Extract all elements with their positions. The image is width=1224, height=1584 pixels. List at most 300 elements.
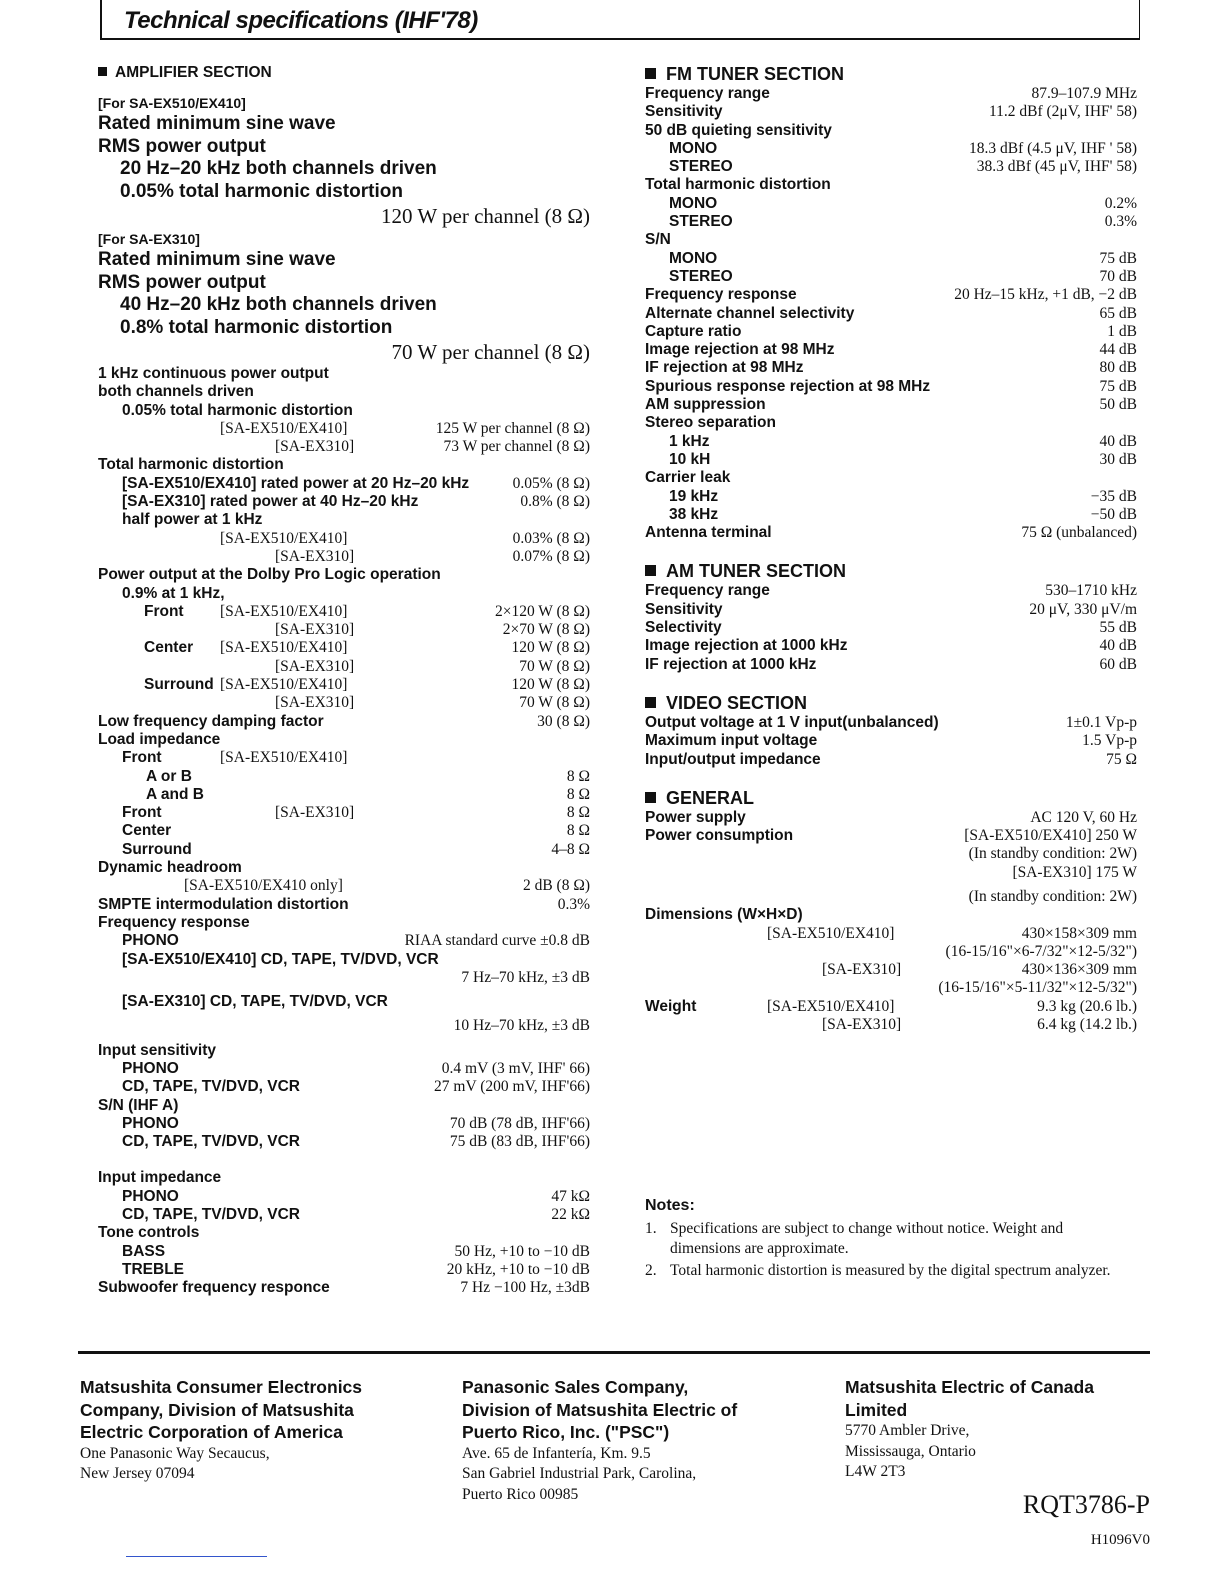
spec-value: 4–8 Ω [551, 840, 590, 858]
spec-row [645, 998, 1137, 1016]
spec-row [645, 619, 1137, 637]
spec-label: Dimensions (W×H×D) [645, 906, 803, 924]
spec-value: 22 kΩ [551, 1206, 590, 1224]
spec-model: [SA-EX510/EX410] [220, 419, 348, 437]
spec-row [645, 195, 1137, 213]
spec-label: PHONO [122, 1059, 179, 1077]
spec-row [645, 637, 1137, 655]
spec-row [98, 456, 590, 474]
spec-value: 75 Ω [1106, 750, 1137, 768]
spec-value: 0.8% (8 Ω) [520, 493, 590, 511]
spec-row [98, 383, 590, 401]
spec-value: 75 dB [1099, 249, 1137, 267]
spec-label: [SA-EX310] rated power at 40 Hz–20 kHz [122, 493, 419, 511]
spec-value: 50 Hz, +10 to −10 dB [454, 1242, 590, 1260]
spec-label: Low frequency damping factor [98, 712, 324, 730]
spec-row [98, 694, 590, 712]
rated-output-line: RMS power output [98, 271, 266, 293]
spec-value: 2 dB (8 Ω) [522, 877, 590, 895]
spec-value: 8 Ω [566, 822, 590, 840]
spec-label: Dynamic headroom [98, 859, 242, 877]
rated-output-value: 120 W per channel (8 Ω) [380, 204, 590, 228]
spec-label: Maximum input voltage [645, 732, 818, 750]
spec-value: 60 dB [1099, 655, 1137, 673]
spec-row [98, 658, 590, 676]
spec-row [645, 378, 1137, 396]
spec-label: 1 kHz continuous power output [98, 365, 329, 382]
spec-label: STEREO [669, 267, 733, 285]
spec-row [98, 475, 590, 493]
amplifier-spec-list [98, 365, 590, 1298]
spec-label: Load impedance [98, 730, 221, 748]
am-section-heading: AM TUNER SECTION [645, 560, 1137, 582]
right-column [645, 63, 1137, 1034]
spec-value: 125 W per channel (8 Ω) [435, 419, 590, 437]
spec-value: 70 W (8 Ω) [519, 657, 590, 675]
spec-model: [SA-EX310] [275, 804, 355, 822]
spec-model: [SA-EX310] [275, 547, 355, 565]
spec-row [645, 979, 1137, 997]
spec-row [98, 768, 590, 786]
spec-value: 0.3% [1104, 213, 1137, 231]
spec-row [98, 859, 590, 877]
spec-value: 8 Ω [566, 767, 590, 785]
spec-row [98, 804, 590, 822]
spec-row [98, 1060, 590, 1078]
spec-label: A or B [146, 767, 192, 785]
spec-label: both channels driven [98, 383, 254, 401]
spec-value: (16-15/16"×5-11/32"×12-5/32") [938, 979, 1137, 997]
spec-label: Center [122, 822, 172, 840]
spec-label: 38 kHz [669, 505, 719, 523]
spec-row [645, 140, 1137, 158]
spec-value: 20 Hz–15 kHz, +1 dB, −2 dB [954, 286, 1137, 304]
spec-label: Selectivity [645, 619, 722, 637]
spec-label: Antenna terminal [645, 524, 772, 542]
spec-row [645, 1016, 1137, 1034]
spec-value: 55 dB [1099, 619, 1137, 637]
spec-row [645, 341, 1137, 359]
spec-value: 30 dB [1099, 450, 1137, 468]
rated-output-line: 0.05% total harmonic distortion [120, 180, 403, 202]
spec-row [98, 420, 590, 438]
spec-value: 80 dB [1099, 359, 1137, 377]
spec-label: MONO [669, 139, 718, 157]
spec-model: [SA-EX310] [822, 1016, 902, 1034]
fm-spec-list [645, 85, 1137, 542]
left-column [98, 63, 590, 1298]
spec-label: Front [144, 602, 184, 620]
spec-label: Sensitivity [645, 103, 723, 121]
spec-row [98, 969, 590, 987]
rated-output-line: 0.8% total harmonic distortion [120, 316, 393, 338]
spec-value: 75 dB [1099, 377, 1137, 395]
spec-value: 50 dB [1099, 396, 1137, 414]
spec-row [98, 1169, 590, 1187]
spec-value: 0.2% [1104, 194, 1137, 212]
company-block: Matsushita Electric of Canada Limited 5770 Ambler Drive, Mississauga, Ontario L4W 2T3 [845, 1377, 1094, 1480]
spec-row [645, 250, 1137, 268]
spec-row [98, 1261, 590, 1279]
spec-value: (16-15/16"×6-7/32"×12-5/32") [945, 942, 1137, 960]
spec-model: [SA-EX510/EX410] [767, 997, 895, 1015]
spec-row [645, 359, 1137, 377]
general-spec-list [645, 809, 1137, 1035]
spec-label: MONO [669, 194, 718, 212]
model-note: [For SA-EX310] [98, 231, 200, 247]
spec-value: 7 Hz–70 kHz, ±3 dB [461, 968, 590, 986]
spec-row [645, 656, 1137, 674]
spec-model: [SA-EX510/EX410] [767, 924, 895, 942]
spec-label: Input sensitivity [98, 1041, 216, 1059]
spec-row [98, 713, 590, 731]
spec-row [98, 914, 590, 932]
company-block: Panasonic Sales Company, Division of Matsushita Electric of Puerto Rico, Inc. ("PSC") Ave. 65 de Infantería, Km. 9.5 San Gabriel Industrial Park, Carolina, Puerto Rico 00985 [462, 1377, 738, 1503]
spec-label: Image rejection at 98 MHz [645, 341, 835, 359]
spec-label: PHONO [122, 1114, 179, 1132]
spec-value: 70 dB [1099, 267, 1137, 285]
spec-label: Power output at the Dolby Pro Logic operation [98, 566, 441, 584]
spec-row [98, 365, 590, 383]
spec-row [645, 943, 1137, 961]
spec-label: IF rejection at 98 MHz [645, 359, 804, 377]
document-code: RQT3786-P [1022, 1490, 1150, 1519]
spec-label: Carrier leak [645, 469, 731, 487]
spec-row [645, 323, 1137, 341]
spec-label: PHONO [122, 1187, 179, 1205]
spec-label: S/N [645, 231, 671, 249]
footer-divider [78, 1351, 1150, 1354]
spec-value: 1±0.1 Vp-p [1065, 713, 1137, 731]
spec-value: 0.4 mV (3 mV, IHF' 66) [441, 1059, 590, 1077]
spec-label: CD, TAPE, TV/DVD, VCR [122, 1206, 300, 1224]
spec-row [98, 1042, 590, 1060]
spec-label: Center [144, 639, 194, 657]
spec-row [98, 951, 590, 969]
spec-row [645, 809, 1137, 827]
spec-value: 65 dB [1099, 304, 1137, 322]
model-note: [For SA-EX510/EX410] [98, 95, 246, 111]
spec-label: STEREO [669, 158, 733, 176]
page-title: Technical specifications (IHF'78) [124, 7, 478, 34]
spec-row [645, 305, 1137, 323]
spec-model: [SA-EX510/EX410] [220, 676, 348, 694]
spec-row [645, 714, 1137, 732]
rated-output-line: Rated minimum sine wave [98, 113, 336, 134]
spec-value: 0.07% (8 Ω) [512, 547, 590, 565]
spec-label: S/N (IHF A) [98, 1096, 179, 1114]
spec-value: 18.3 dBf (4.5 μV, IHF ' 58) [969, 139, 1137, 157]
spec-label: Weight [645, 997, 697, 1015]
spec-row [98, 1224, 590, 1242]
spec-label: Spurious response rejection at 98 MHz [645, 377, 931, 395]
title-bar [100, 0, 1140, 40]
spec-row [645, 582, 1137, 600]
spec-label: Power supply [645, 808, 746, 826]
rated-output-line: RMS power output [98, 135, 266, 157]
spec-label: Frequency range [645, 85, 770, 102]
spec-row [645, 433, 1137, 451]
spec-label: CD, TAPE, TV/DVD, VCR [122, 1078, 300, 1096]
rated-output-line: 20 Hz–20 kHz both channels driven [120, 158, 437, 179]
spec-model: [SA-EX310] [275, 621, 355, 639]
amplifier-section-heading: AMPLIFIER SECTION [98, 63, 590, 83]
spec-label: [SA-EX510/EX410] rated power at 20 Hz–20 kHz [122, 474, 470, 492]
spec-row [98, 438, 590, 456]
spec-value: 120 W (8 Ω) [511, 639, 590, 657]
spec-row [98, 548, 590, 566]
spec-value: 0.3% [557, 895, 590, 913]
spec-row [98, 511, 590, 529]
spec-row [98, 877, 590, 895]
spec-value: 44 dB [1099, 341, 1137, 359]
spec-label: Frequency response [98, 913, 250, 931]
spec-label: PHONO [122, 932, 179, 950]
spec-row [98, 402, 590, 420]
spec-row [98, 786, 590, 804]
spec-row [645, 732, 1137, 750]
spec-value: 1.5 Vp-p [1082, 732, 1137, 750]
spec-label: 19 kHz [669, 487, 719, 505]
notes [645, 1197, 1137, 1283]
spec-row [98, 1188, 590, 1206]
spec-row [645, 451, 1137, 469]
spec-value: 87.9–107.9 MHz [1031, 85, 1137, 102]
spec-value: 27 mV (200 mV, IHF'66) [434, 1078, 590, 1096]
spec-label: 0.05% total harmonic distortion [122, 401, 353, 419]
square-bullet-icon [645, 565, 656, 576]
square-bullet-icon [645, 68, 656, 79]
spec-label: [SA-EX310] CD, TAPE, TV/DVD, VCR [122, 993, 388, 1011]
spec-row [645, 601, 1137, 619]
spec-row [98, 1279, 590, 1297]
spec-value: 120 W (8 Ω) [511, 676, 590, 694]
spec-label: Frequency response [645, 286, 797, 304]
spec-label: Output voltage at 1 V input(unbalanced) [645, 713, 939, 731]
spec-label: Input impedance [98, 1169, 222, 1187]
spec-row [645, 103, 1137, 121]
spec-label: Surround [144, 676, 214, 694]
spec-value: 430×158×309 mm [1021, 924, 1137, 942]
spec-row [645, 906, 1137, 924]
spec-row [645, 524, 1137, 542]
spec-model: [SA-EX510/EX410] [220, 749, 348, 767]
spec-value: AC 120 V, 60 Hz [1030, 808, 1137, 826]
rated-output-line: 40 Hz–20 kHz both channels driven [120, 294, 437, 315]
spec-label: Surround [122, 840, 192, 858]
spec-row [98, 1017, 590, 1035]
spec-value: [SA-EX510/EX410] 250 W [964, 827, 1137, 845]
spec-value: (In standby condition: 2W) [968, 887, 1137, 905]
spec-model: [SA-EX310] [275, 694, 355, 712]
spec-row [98, 621, 590, 639]
spec-row [645, 176, 1137, 194]
spec-row [98, 841, 590, 859]
spec-value: 1 dB [1107, 322, 1137, 340]
spec-row [645, 827, 1137, 845]
page-edge-line [126, 1556, 267, 1557]
spec-label: Front [122, 804, 162, 822]
spec-label: A and B [146, 785, 204, 803]
spec-value: 73 W per channel (8 Ω) [443, 438, 590, 456]
square-bullet-icon [98, 67, 107, 76]
spec-row [98, 676, 590, 694]
spec-label: SMPTE intermodulation distortion [98, 895, 349, 913]
spec-row [645, 888, 1137, 906]
spec-value: 70 dB (78 dB, IHF'66) [449, 1114, 590, 1132]
square-bullet-icon [645, 792, 656, 803]
spec-label: 0.9% at 1 kHz, [122, 584, 225, 602]
spec-row [98, 639, 590, 657]
spec-value: 10 Hz–70 kHz, ±3 dB [453, 1017, 590, 1035]
spec-row [98, 1243, 590, 1261]
spec-value: 40 dB [1099, 432, 1137, 450]
note-item: 1. Specifications are subject to change without notice. Weight and dimensions are approximate. [645, 1220, 1064, 1257]
spec-model: [SA-EX310] [275, 657, 355, 675]
spec-label: 1 kHz [669, 432, 710, 450]
spec-row [98, 731, 590, 749]
spec-label: TREBLE [122, 1260, 184, 1278]
spec-value: 11.2 dBf (2μV, IHF' 58) [988, 103, 1137, 121]
spec-row [98, 896, 590, 914]
spec-label: 10 kH [669, 450, 711, 468]
spec-label: Alternate channel selectivity [645, 304, 855, 322]
spec-row [645, 85, 1137, 103]
spec-row [98, 530, 590, 548]
spec-value: 8 Ω [566, 785, 590, 803]
spec-row [645, 122, 1137, 140]
rated-output-value: 70 W per channel (8 Ω) [391, 340, 590, 364]
spec-row [645, 845, 1137, 863]
am-spec-list [645, 582, 1137, 673]
spec-label: BASS [122, 1242, 166, 1260]
spec-value: 20 kHz, +10 to −10 dB [446, 1260, 590, 1278]
spec-model: [SA-EX510/EX410 only] [184, 877, 343, 895]
spec-row [98, 566, 590, 584]
spec-label: Frequency range [645, 582, 770, 600]
spec-row [645, 414, 1137, 432]
spec-value: (In standby condition: 2W) [968, 845, 1137, 863]
spec-value: 38.3 dBf (45 μV, IHF' 58) [976, 158, 1137, 176]
spec-row [645, 286, 1137, 304]
spec-label: Front [122, 749, 162, 767]
spec-row [645, 925, 1137, 943]
spec-value: −50 dB [1090, 505, 1137, 523]
spec-model: [SA-EX510/EX410] [220, 639, 348, 657]
notes-title: Notes: [645, 1197, 695, 1214]
spec-label: MONO [669, 249, 718, 267]
spec-row [98, 585, 590, 603]
spec-row [645, 268, 1137, 286]
spec-row [98, 822, 590, 840]
spec-label: CD, TAPE, TV/DVD, VCR [122, 1133, 300, 1151]
spec-label: Subwoofer frequency responce [98, 1279, 330, 1297]
spec-row [645, 231, 1137, 249]
spec-value: 8 Ω [566, 804, 590, 822]
spec-value: 75 dB (83 dB, IHF'66) [449, 1133, 590, 1151]
fm-section-heading: FM TUNER SECTION [645, 63, 1137, 85]
spec-row [98, 493, 590, 511]
spec-value: 0.05% (8 Ω) [512, 474, 590, 492]
spec-model: [SA-EX510/EX410] [220, 529, 348, 547]
spec-value: 530–1710 kHz [1045, 582, 1137, 600]
spec-label: [SA-EX510/EX410] CD, TAPE, TV/DVD, VCR [122, 950, 439, 968]
video-section-heading: VIDEO SECTION [645, 692, 1137, 714]
spec-value: 2×70 W (8 Ω) [502, 621, 590, 639]
spec-model: [SA-EX310] [275, 438, 355, 456]
spec-value: 75 Ω (unbalanced) [1021, 524, 1137, 542]
spec-row [98, 1115, 590, 1133]
rated-output-line: Rated minimum sine wave [98, 249, 336, 270]
spec-label: Total harmonic distortion [98, 456, 284, 474]
spec-label: Stereo separation [645, 414, 776, 432]
spec-value: 9.3 kg (20.6 lb.) [1037, 997, 1137, 1015]
spec-label: IF rejection at 1000 kHz [645, 655, 817, 673]
document-subcode: H1096V0 [1090, 1532, 1150, 1548]
spec-label: Sensitivity [645, 600, 723, 618]
spec-row [645, 961, 1137, 979]
spec-row [645, 213, 1137, 231]
spec-value: [SA-EX310] 175 W [1012, 863, 1137, 881]
square-bullet-icon [645, 697, 656, 708]
video-spec-list [645, 714, 1137, 769]
spec-row [98, 1097, 590, 1115]
spec-row [98, 1206, 590, 1224]
spec-value: RIAA standard curve ±0.8 dB [404, 932, 590, 950]
spec-value: 47 kΩ [551, 1187, 590, 1205]
spec-value: 6.4 kg (14.2 lb.) [1037, 1016, 1137, 1034]
spec-label: 50 dB quieting sensitivity [645, 121, 832, 139]
spec-value: 30 (8 Ω) [537, 712, 590, 730]
spec-row [98, 603, 590, 621]
spec-row [98, 993, 590, 1011]
spec-label: Tone controls [98, 1224, 200, 1242]
company-block: Matsushita Consumer Electronics Company, Division of Matsushita Electric Corporation of America One Panasonic Way Secaucus, New Jersey 07094 [80, 1377, 363, 1482]
spec-row [645, 396, 1137, 414]
spec-row [645, 751, 1137, 769]
spec-value: 2×120 W (8 Ω) [494, 602, 590, 620]
spec-label: half power at 1 kHz [122, 511, 263, 529]
spec-row [98, 1133, 590, 1151]
spec-model: [SA-EX310] [822, 961, 902, 979]
spec-label: AM suppression [645, 396, 766, 414]
spec-row [645, 506, 1137, 524]
spec-label: Power consumption [645, 827, 794, 845]
spec-value: 20 μV, 330 μV/m [1029, 600, 1137, 618]
spec-row [98, 749, 590, 767]
spec-value: 7 Hz −100 Hz, ±3dB [460, 1279, 590, 1297]
spec-row [645, 469, 1137, 487]
general-section-heading: GENERAL [645, 787, 1137, 809]
spec-value: −35 dB [1090, 487, 1137, 505]
spec-label: Image rejection at 1000 kHz [645, 637, 848, 655]
spec-label: Total harmonic distortion [645, 176, 831, 194]
spec-label: Input/output impedance [645, 750, 821, 768]
spec-row [98, 1078, 590, 1096]
spec-label: STEREO [669, 213, 733, 231]
spec-label: Capture ratio [645, 322, 742, 340]
spec-row [645, 488, 1137, 506]
spec-row [98, 932, 590, 950]
spec-value: 430×136×309 mm [1021, 961, 1137, 979]
note-item: 2. Total harmonic distortion is measured by the digital spectrum analyzer. [645, 1262, 1111, 1279]
spec-row [645, 864, 1137, 882]
spec-value: 70 W (8 Ω) [519, 694, 590, 712]
spec-value: 40 dB [1099, 637, 1137, 655]
spec-model: [SA-EX510/EX410] [220, 602, 348, 620]
spec-value: 0.03% (8 Ω) [512, 529, 590, 547]
spec-row [645, 158, 1137, 176]
